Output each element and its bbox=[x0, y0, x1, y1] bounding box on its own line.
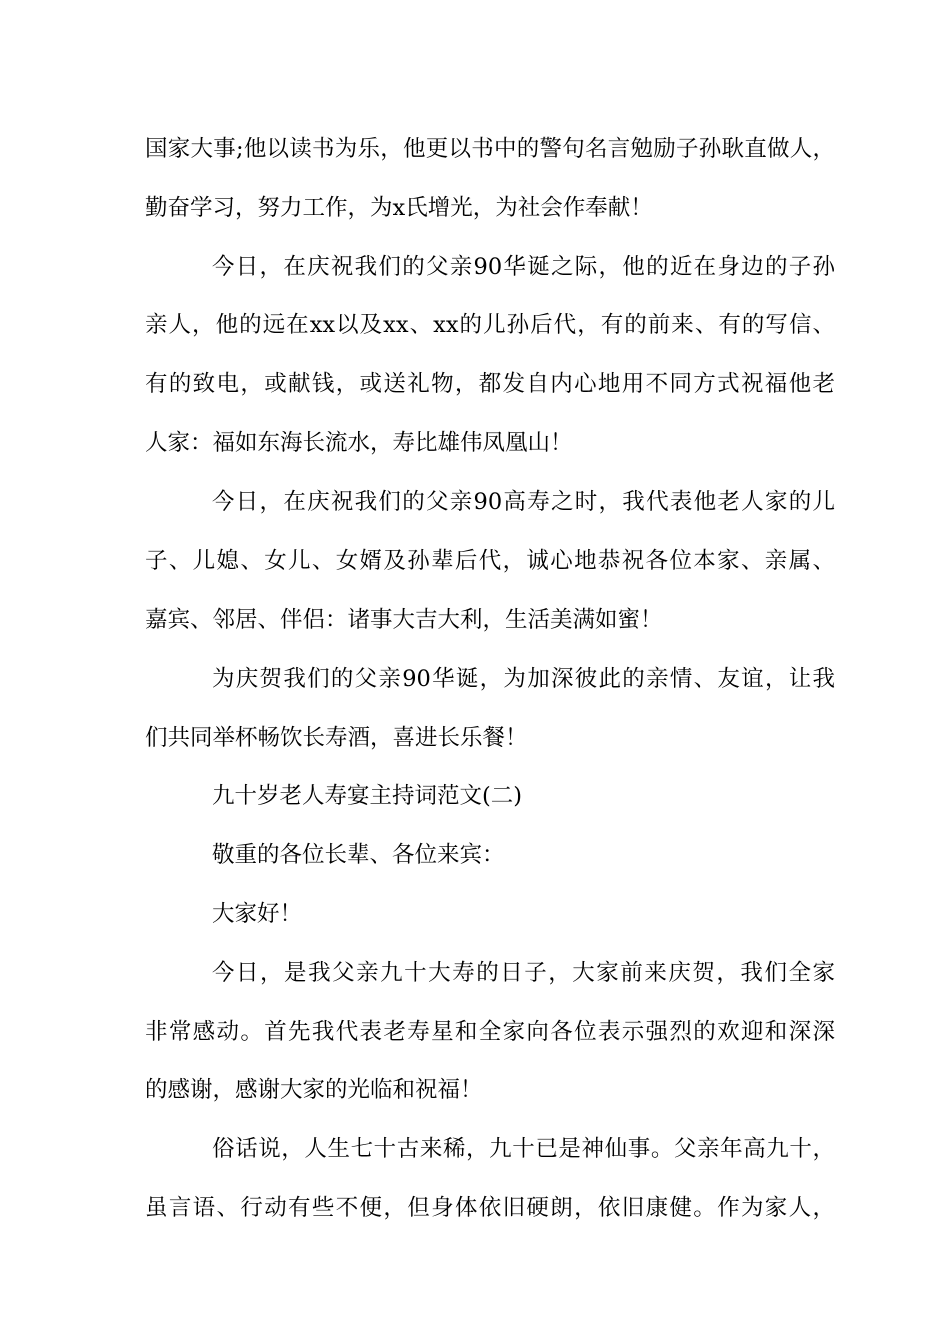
text-line: 们共同举杯畅饮长寿酒，喜进长乐餐！ bbox=[145, 725, 528, 751]
text-line: 今日，在庆祝我们的父亲90高寿之时，我代表他老人家的儿 bbox=[212, 489, 835, 515]
text-line: 虽言语、行动有些不便，但身体依旧硬朗，依旧康健。作为家人， bbox=[145, 1195, 835, 1221]
text-line: 嘉宾、邻居、伴侣：诸事大吉大利，生活美满如蜜！ bbox=[145, 607, 663, 633]
text-line: 子、儿媳、女儿、女婿及孙辈后代，诚心地恭祝各位本家、亲属、 bbox=[145, 548, 835, 574]
text-line: 的感谢，感谢大家的光临和祝福！ bbox=[145, 1077, 483, 1103]
text-line: 国家大事;他以读书为乐，他更以书中的警句名言勉励子孙耿直做人， bbox=[145, 136, 835, 162]
text-line: 有的致电，或献钱，或送礼物，都发自内心地用不同方式祝福他老 bbox=[145, 371, 835, 397]
text-line: 亲人，他的远在xx以及xx、xx的儿孙后代，有的前来、有的写信、 bbox=[145, 312, 835, 338]
text-line: 勤奋学习，努力工作，为x氏增光，为社会作奉献！ bbox=[145, 195, 653, 221]
text-line: 今日，在庆祝我们的父亲90华诞之际，他的近在身边的子孙 bbox=[212, 254, 835, 280]
text-line: 为庆贺我们的父亲90华诞，为加深彼此的亲情、友谊，让我 bbox=[212, 666, 835, 692]
text-line: 人家：福如东海长流水，寿比雄伟凤凰山！ bbox=[145, 430, 573, 456]
greeting: 大家好！ bbox=[212, 901, 303, 927]
salutation: 敬重的各位长辈、各位来宾： bbox=[212, 842, 505, 868]
text-line: 今日，是我父亲九十大寿的日子，大家前来庆贺，我们全家 bbox=[212, 960, 835, 986]
text-line: 俗话说，人生七十古来稀，九十已是神仙事。父亲年高九十， bbox=[212, 1136, 835, 1162]
text-line: 非常感动。首先我代表老寿星和全家向各位表示强烈的欢迎和深深 bbox=[145, 1019, 835, 1045]
section-heading: 九十岁老人寿宴主持词范文(二) bbox=[212, 783, 523, 809]
